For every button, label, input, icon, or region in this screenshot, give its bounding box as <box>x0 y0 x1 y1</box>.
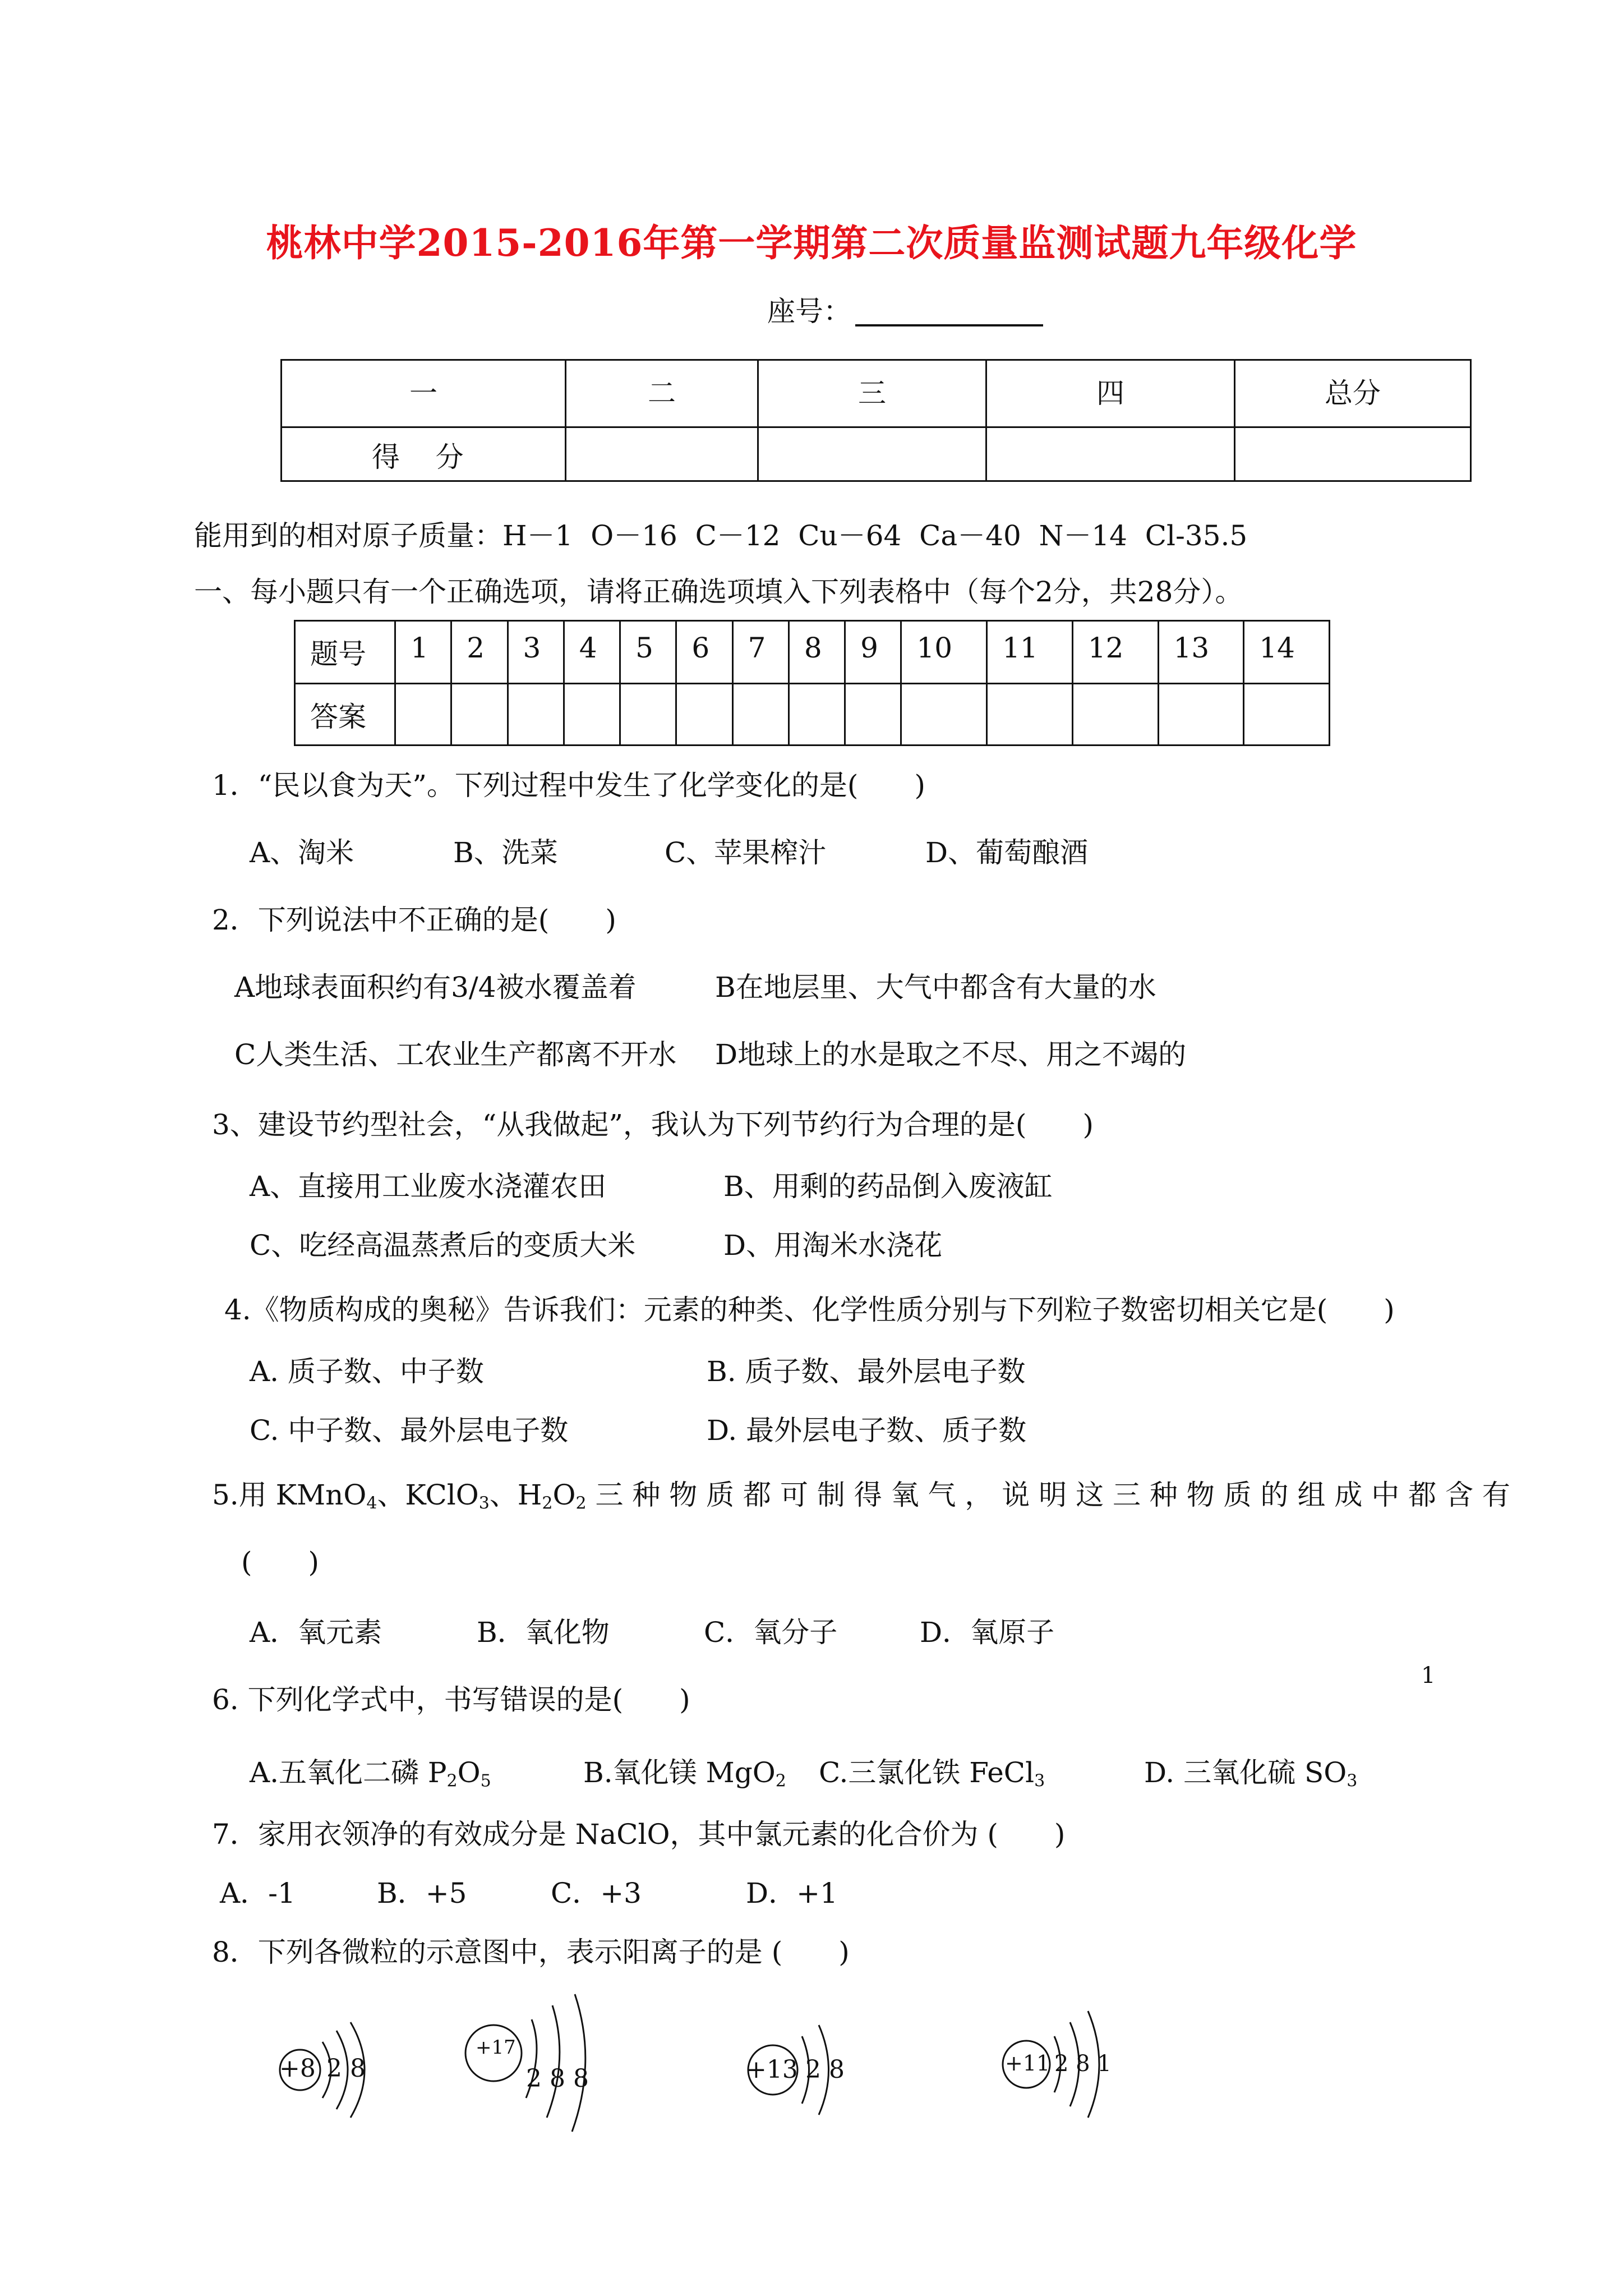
question-7-option-b: B．+5 <box>377 1877 467 1910</box>
question-3-option-d: D、用淘米水浇花 <box>723 1229 943 1262</box>
score-cell[interactable] <box>986 427 1235 481</box>
question-number-cell: 2 <box>451 621 508 684</box>
score-header-1: 一 <box>282 360 566 427</box>
question-number-cell: 8 <box>789 621 845 684</box>
question-number-cell: 9 <box>845 621 901 684</box>
score-table <box>280 359 1472 482</box>
answer-cell[interactable] <box>1072 684 1158 746</box>
question-3-option-a: A、直接用工业废水浇灌农田 <box>250 1170 607 1203</box>
atomic-mass-line: 能用到的相对原子质量：H－1 O－16 C－12 Cu－64 Ca－40 N－14 Cl-35.5 <box>194 519 1248 552</box>
nucleus-charge: +11 <box>1005 2051 1050 2076</box>
answer-cell[interactable] <box>1158 684 1244 746</box>
question-4-stem: 4.《物质构成的奥秘》告诉我们：元素的种类、化学性质分别与下列粒子数密切相关它是( ) <box>224 1294 1395 1326</box>
question-number-cell: 6 <box>676 621 732 684</box>
question-1-option-b: B、洗菜 <box>453 836 558 869</box>
answer-cell[interactable] <box>987 684 1073 746</box>
question-4-option-a: A. 质子数、中子数 <box>250 1355 484 1388</box>
answer-cell[interactable] <box>395 684 451 746</box>
question-6-option-b: B.氧化镁 MgO$_2$ <box>583 1756 786 1791</box>
question-3-stem: 3、建设节约型社会，“从我做起”，我认为下列节约行为合理的是( ) <box>212 1108 1094 1141</box>
question-4-option-c: C. 中子数、最外层电子数 <box>250 1414 569 1447</box>
question-5-option-c: C．氧分子 <box>704 1616 838 1649</box>
nucleus-charge: +8 <box>279 2054 316 2083</box>
score-header-4: 四 <box>986 360 1235 427</box>
question-1-option-d: D、葡萄酿酒 <box>925 836 1089 869</box>
nucleus-charge: +13 <box>746 2055 798 2084</box>
question-7-option-c: C．+3 <box>551 1877 642 1910</box>
question-7-option-d: D．+1 <box>746 1877 838 1910</box>
electron-shells: 2 8 <box>805 2055 845 2084</box>
question-2-stem: 2．下列说法中不正确的是( ) <box>212 904 616 936</box>
question-number-cell: 1 <box>395 621 451 684</box>
answer-row-label-answer: 答案 <box>295 684 395 746</box>
question-number-cell: 10 <box>901 621 987 684</box>
question-4-option-d: D. 最外层电子数、质子数 <box>707 1414 1027 1447</box>
question-5-option-b: B．氧化物 <box>477 1616 610 1649</box>
answer-cell[interactable] <box>901 684 987 746</box>
electron-shells: 2 8 <box>326 2054 366 2083</box>
answer-cell[interactable] <box>451 684 508 746</box>
atom-diagram-aluminum-ion <box>740 2014 864 2128</box>
atom-diagram-oxygen-ion <box>275 2014 387 2128</box>
section-one-heading: 一、每小题只有一个正确选项，请将正确选项填入下列表格中（每个2分，共28分）。 <box>194 576 1243 608</box>
score-header-total: 总分 <box>1235 360 1471 427</box>
electron-shells: 2 8 8 <box>526 2064 589 2093</box>
answer-cell[interactable] <box>845 684 901 746</box>
question-3-option-c: C、吃经高温蒸煮后的变质大米 <box>250 1229 636 1262</box>
question-6-option-c: C.三氯化铁 FeCl$_3$ <box>819 1756 1045 1791</box>
question-number-cell: 4 <box>564 621 620 684</box>
question-4-option-b: B. 质子数、最外层电子数 <box>707 1355 1026 1388</box>
score-header-2: 二 <box>566 360 758 427</box>
answer-cell[interactable] <box>789 684 845 746</box>
score-row-label: 得 分 <box>282 427 566 481</box>
answer-cell[interactable] <box>1244 684 1330 746</box>
question-1-option-c: C、苹果榨汁 <box>665 836 827 869</box>
question-6-stem: 6. 下列化学式中，书写错误的是( ) <box>212 1683 690 1716</box>
question-6-option-a: A.五氧化二磷 $P_2O_5$ <box>250 1756 491 1791</box>
question-number-cell: 5 <box>620 621 676 684</box>
atom-diagram-chlorine-ion <box>460 1986 606 2139</box>
score-cell[interactable] <box>758 427 986 481</box>
question-5-stem: 5.用 KMnO$_4$、KClO$_3$、$H_2O_2$ 三 种 物 质 都 可 制 得 氧 气 ， 说 明 这 三 种 物 质 的 组 成 中 都 含 有 <box>212 1479 1510 1513</box>
nucleus-charge: +17 <box>476 2036 516 2059</box>
question-2-option-a: A地球表面积约有3/4被水覆盖着 <box>234 971 637 1004</box>
question-1-stem: 1．“民以食为天”。下列过程中发生了化学变化的是( ) <box>212 769 925 802</box>
question-2-option-c: C人类生活、工农业生产都离不开水 <box>234 1038 677 1071</box>
question-2-option-d: D地球上的水是取之不尽、用之不竭的 <box>715 1038 1187 1071</box>
page-number: 1 <box>1421 1663 1436 1688</box>
atom-diagram-sodium-atom <box>998 1997 1133 2134</box>
question-number-cell: 13 <box>1158 621 1244 684</box>
electron-shells: 2 8 1 <box>1054 2051 1112 2077</box>
question-7-stem: 7．家用衣领净的有效成分是 NaClO，其中氯元素的化合价为 ( ) <box>212 1818 1066 1851</box>
answer-cell[interactable] <box>620 684 676 746</box>
question-number-cell: 3 <box>508 621 564 684</box>
answer-table <box>294 620 1330 746</box>
question-5-answer-paren: ( ) <box>241 1546 320 1579</box>
question-6-option-d: D. 三氧化硫 $SO_3$ <box>1144 1756 1358 1791</box>
exam-title: 桃林中学2015-2016年第一学期第二次质量监测试题九年级化学 <box>266 221 1357 265</box>
question-1-option-a: A、淘米 <box>250 836 354 869</box>
question-3-option-b: B、用剩的药品倒入废液缸 <box>723 1170 1053 1203</box>
electron-shell-arc <box>572 1994 585 2132</box>
seat-number-label: 座号： <box>767 295 851 328</box>
seat-number-blank[interactable] <box>855 324 1043 326</box>
question-5-option-d: D．氧原子 <box>920 1616 1055 1649</box>
answer-cell[interactable] <box>732 684 789 746</box>
question-8-stem: 8．下列各微粒的示意图中，表示阳离子的是 ( ) <box>212 1936 850 1968</box>
score-cell[interactable] <box>1235 427 1471 481</box>
question-number-cell: 7 <box>732 621 789 684</box>
question-number-cell: 11 <box>987 621 1073 684</box>
answer-cell[interactable] <box>676 684 732 746</box>
question-5-option-a: A．氧元素 <box>250 1616 382 1649</box>
question-7-option-a: A．-1 <box>220 1877 296 1910</box>
answer-row-label-number: 题号 <box>295 621 395 684</box>
question-number-cell: 12 <box>1072 621 1158 684</box>
question-2-option-b: B在地层里、大气中都含有大量的水 <box>715 971 1156 1004</box>
score-cell[interactable] <box>566 427 758 481</box>
electron-shell-arc <box>547 2005 560 2118</box>
question-number-cell: 14 <box>1244 621 1330 684</box>
answer-cell[interactable] <box>564 684 620 746</box>
score-header-3: 三 <box>758 360 986 427</box>
answer-cell[interactable] <box>508 684 564 746</box>
